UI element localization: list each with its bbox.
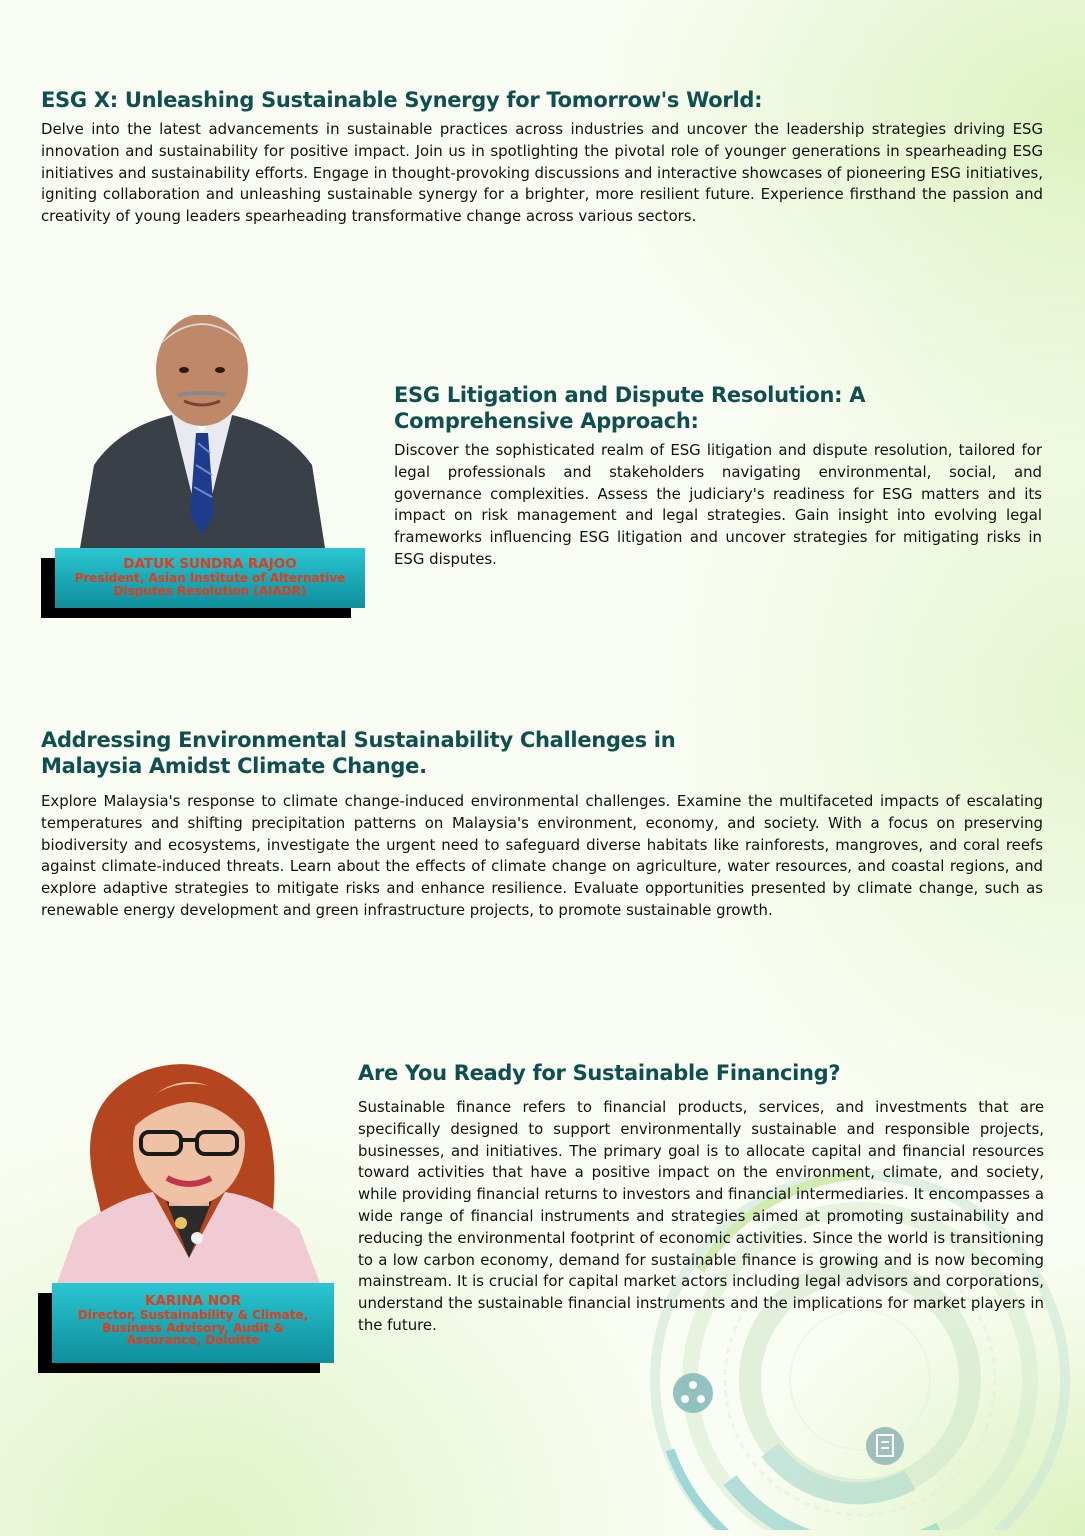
speaker-name: KARINA NOR (145, 1293, 241, 1309)
speaker-caption-karina-nor (52, 1283, 334, 1363)
people-network-icon (673, 1373, 713, 1413)
section-body-esg-x: Delve into the latest advancements in sustainable practices across industries and uncover the leadership strategies driving ESG innovation and sustainability for positive impact. Join us in spotlighting the pivotal role of younger generations in spearheading ESG initiatives and sustainability efforts. Engage in thought-provoking discussions and interactive showcases of pioneering ESG initiatives, igniting collaboration and unleashing sustainable synergy for a brighter, more resilient future. Experience firsthand the passion and creativity of young leaders spearheading transformative change across various sectors. (41, 120, 1043, 226)
section-heading-esg-litigation: ESG Litigation and Dispute Resolution: A Comprehensive Approach: (394, 383, 866, 433)
speaker-title: President, Asian Institute of Alternative Disputes Resolution (AIADR) (74, 571, 346, 598)
speaker-photo-karina-nor (57, 1058, 320, 1283)
section-heading-esg-x: ESG X: Unleashing Sustainable Synergy for Tomorrow's World: (41, 88, 763, 112)
section-body-esg-litigation: Discover the sophisticated realm of ESG litigation and dispute resolution, tailored for legal professionals and stakeholders navigating environmental, social, and governance complexities. Assess the judiciary's readiness for ESG matters and its impact on risk management and legal strategies. Gain insight into evolving legal frameworks influencing ESG litigation and uncover strategies for mitigating risks in ESG disputes. (394, 441, 1042, 568)
speaker-title: Director, Sustainability & Climate, Business Advisory, Audit & Assurance, Deloitte (77, 1308, 309, 1347)
section-body-environmental-challenges: Explore Malaysia's response to climate change-induced environmental challenges. Examine the multifaceted impacts of escalating temperatures and shifting precipitation patterns on Malaysia's environment, economy, and society. With a focus on preserving biodiversity and ecosystems, investigate the urgent need to safeguard diverse habitats like rainforests, mangroves, and coral reefs against climate-induced threats. Learn about the effects of climate change on agriculture, water resources, and coastal regions, and explore adaptive strategies to mitigate risks and enhance resilience. Evaluate opportunities presented by climate change, such as renewable energy development and green infrastructure projects, to promote sustainable growth. (41, 792, 1043, 919)
speaker-caption-sundra-rajoo (55, 548, 365, 608)
speaker-photo-sundra-rajoo (80, 315, 325, 548)
section-body-sustainable-financing: Sustainable finance refers to financial products, services, and investments that are specifically designed to support environmentally sustainable and responsible projects, businesses, and initiatives. The primary goal is to allocate capital and financial resources toward activities that have a positive impact on the environment, climate, and society, while providing financial returns to investors and financial intermediaries. It encompasses a wide range of financial instruments and strategies aimed at promoting sustainability and reducing the environmental footprint of economic activities. Since the world is transitioning to a low carbon economy, demand for sustainable finance is growing and is now becoming mainstream. It is crucial for capital market actors including legal advisors and corporations, understand the sustainable financial instruments and the implications for market players in the future. (358, 1098, 1044, 1334)
speaker-name: DATUK SUNDRA RAJOO (123, 556, 297, 572)
section-heading-environmental-challenges: Addressing Environmental Sustainability Challenges in Malaysia Amidst Climate Change. (41, 728, 676, 778)
section-heading-sustainable-financing: Are You Ready for Sustainable Financing? (358, 1061, 841, 1085)
document-icon (866, 1427, 904, 1465)
